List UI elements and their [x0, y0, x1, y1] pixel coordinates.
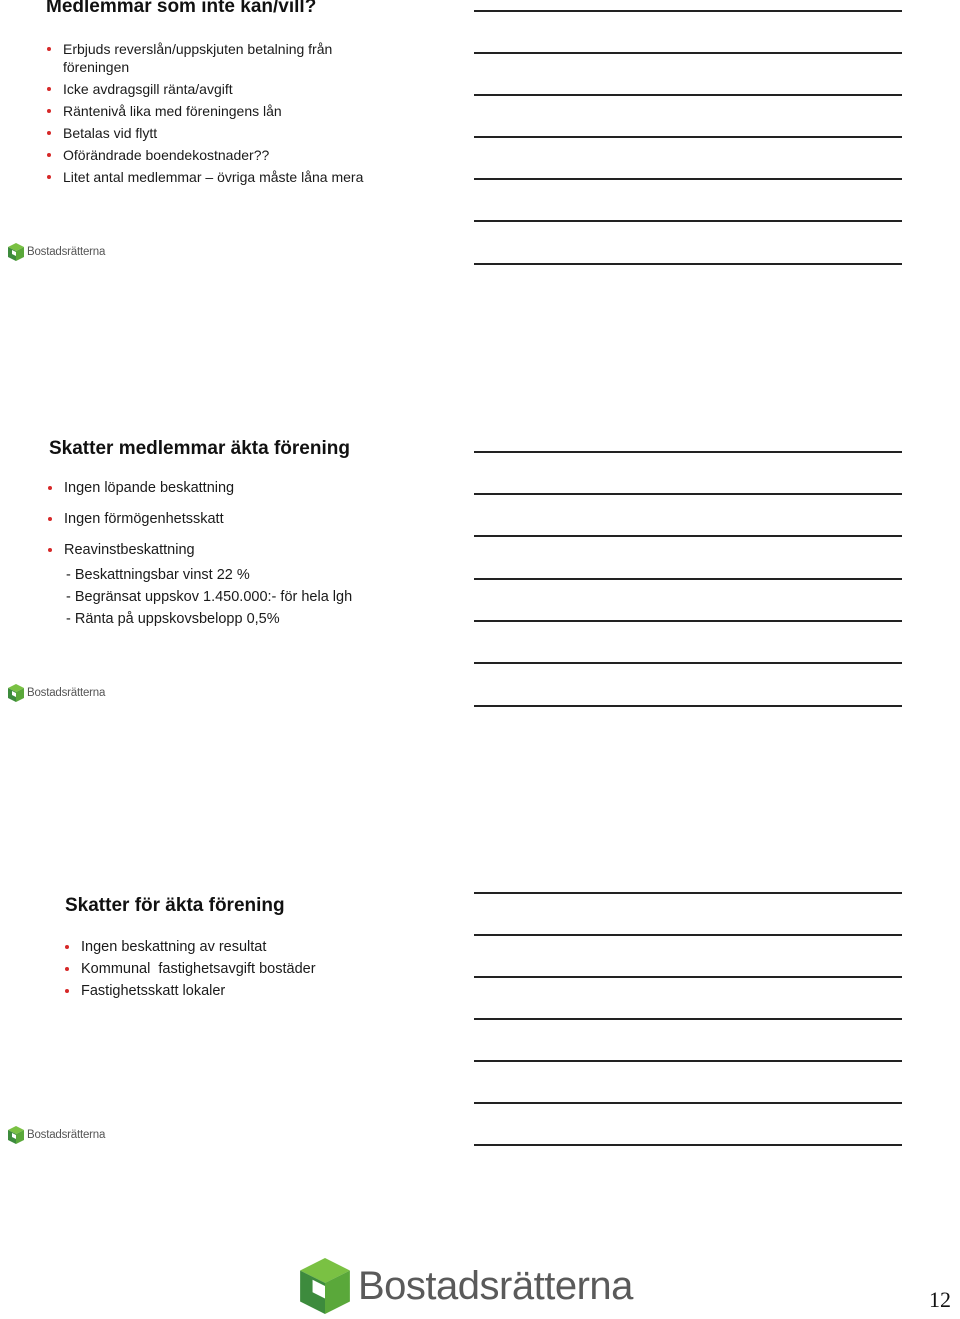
- list-item: Räntenivå lika med föreningens lån: [47, 102, 387, 120]
- bullet-icon: [48, 517, 52, 521]
- sub-item: - Begränsat uppskov 1.450.000:- för hela lgh: [66, 589, 353, 605]
- note-line: [474, 493, 902, 495]
- list-item: Ingen förmögenhetsskatt: [48, 510, 388, 528]
- note-line: [474, 94, 902, 96]
- note-line: [474, 263, 902, 265]
- logo-text: Bostadsrätterna: [358, 1263, 633, 1308]
- list-item: Kommunal fastighetsavgift bostäder: [65, 960, 405, 978]
- note-line: [474, 705, 902, 707]
- note-line: [474, 620, 902, 622]
- list-item: Icke avdragsgill ränta/avgift: [47, 80, 387, 98]
- note-line: [474, 1060, 902, 1062]
- bullet-icon: [48, 486, 52, 490]
- list-item: Ingen löpande beskattning: [48, 479, 388, 497]
- bullet-icon: [47, 175, 51, 179]
- note-line: [474, 1018, 902, 1020]
- note-line: [474, 892, 902, 894]
- list-item: Betalas vid flytt: [47, 124, 387, 142]
- list-item: Erbjuds reverslån/uppskjuten betalning från föreningen: [47, 40, 387, 76]
- bullet-icon: [47, 87, 51, 91]
- list-item: Oförändrade boendekostnader??: [47, 146, 387, 164]
- bullet-icon: [65, 967, 69, 971]
- bostadsratterna-logo: [8, 243, 105, 261]
- list-item: Fastighetsskatt lokaler: [65, 982, 405, 1000]
- note-line: [474, 976, 902, 978]
- logo-text: Bostadsrätterna: [27, 1129, 106, 1141]
- page-number: 12: [929, 1287, 951, 1312]
- note-line: [474, 1144, 902, 1146]
- slide-title: Skatter medlemmar äkta förening: [49, 438, 350, 459]
- list-item: Litet antal medlemmar – övriga måste låna mera: [47, 168, 387, 186]
- bostadsratterna-logo: [8, 684, 105, 702]
- bullet-icon: [65, 989, 69, 993]
- note-line: [474, 662, 902, 664]
- note-line: [474, 10, 902, 12]
- logo-cube-icon: [8, 684, 24, 702]
- bullet-icon: [65, 945, 69, 949]
- bostadsratterna-logo: [8, 1126, 105, 1144]
- note-line: [474, 535, 902, 537]
- bullet-list: [47, 40, 387, 186]
- note-line: [474, 136, 902, 138]
- note-line: [474, 578, 902, 580]
- slide-title: Medlemmar som inte kan/vill?: [46, 0, 317, 17]
- bullet-icon: [48, 548, 52, 552]
- sub-item: - Beskattningsbar vinst 22 %: [66, 567, 250, 583]
- note-line: [474, 1102, 902, 1104]
- bullet-icon: [47, 153, 51, 157]
- bullet-icon: [47, 109, 51, 113]
- list-item: Ingen beskattning av resultat: [65, 938, 405, 956]
- note-line: [474, 52, 902, 54]
- bullet-icon: [47, 47, 51, 51]
- bullet-icon: [47, 131, 51, 135]
- note-line: [474, 934, 902, 936]
- logo-cube-icon: [300, 1258, 350, 1314]
- bullet-list: [48, 479, 388, 559]
- bullet-list: [65, 938, 405, 1000]
- logo-text: Bostadsrätterna: [27, 687, 106, 699]
- footer-logo: [300, 1258, 633, 1314]
- sub-item: - Ränta på uppskovsbelopp 0,5%: [66, 611, 280, 627]
- note-line: [474, 220, 902, 222]
- note-line: [474, 451, 902, 453]
- slide-title: Skatter för äkta förening: [65, 895, 285, 916]
- logo-text: Bostadsrätterna: [27, 246, 106, 258]
- logo-cube-icon: [8, 243, 24, 261]
- note-line: [474, 178, 902, 180]
- list-item: Reavinstbeskattning: [48, 541, 388, 559]
- logo-cube-icon: [8, 1126, 24, 1144]
